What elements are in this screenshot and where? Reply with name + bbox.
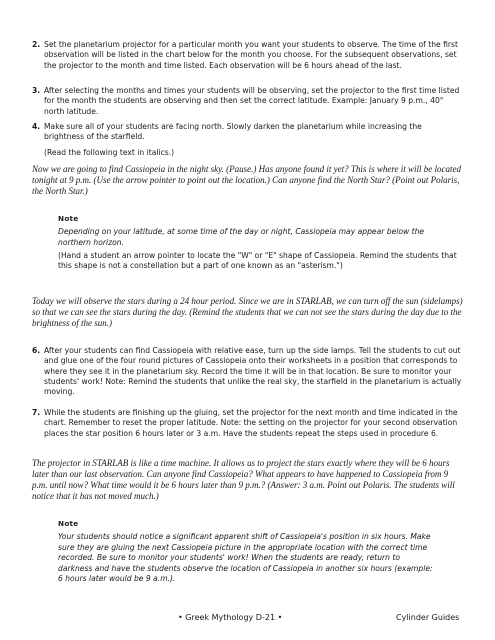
italic-script-2: Today we will observe the stars during a 24 hour period. Since we are in STARLAB, we can turn off the sun (sidelamps) so that we can see the stars during the day. (Remind the students that we can not see the stars during the day due to the brightness of the sun.): [32, 296, 463, 328]
step-text: After selecting the months and times your students will be observing, set the projector to the first time listed for the month the students are observing and then set the correct latitude. Example: January 9 p.m., 40° north latitude.: [44, 86, 460, 116]
italic-script-3: The projector in STARLAB is like a time machine. It allows us to project the stars exactly where they will be 6 hours later than our last observation. Can anyone find Cassiopeia? What appears to have happened to Cassiopeia from 9 p.m. until now? What time would it be 6 hours later than 9 p.m.? (Answer: 3 a.m. Point out Polaris. The students will notice that it has not moved much.): [32, 458, 455, 501]
hand-arrow-instruction: (Hand a student an arrow pointer to locate the "W" or "E" shape of Cassiopeia. Remind the students that this shape is not a constellation but a part of one known as an "asterism."): [58, 251, 457, 271]
step-4: [32, 122, 462, 143]
read-instruction: (Read the following text in italics.): [44, 148, 175, 157]
step-text: Set the planetarium projector for a particular month you want your students to observe. The time of the first observation will be listed in the chart below for the month you choose. For the subsequent observations, set the projector to the month and time listed. Each observation will be 6 hours ahead of the last.: [44, 40, 458, 70]
step-7: [32, 408, 462, 439]
step-text: While the students are finishing up the gluing, set the projector for the next month and time indicated in the chart. Remember to reset the proper latitude. Note: the setting on the projector for your second observation places the star position 6 hours later or 3 a.m. Have the students repeat the steps used in procedure 6.: [44, 408, 458, 438]
step-number: 4.: [32, 122, 41, 131]
note-1-heading: Note: [58, 214, 79, 223]
step-number: 7.: [32, 408, 41, 417]
footer-guide-label: Cylinder Guides: [396, 613, 460, 622]
step-text: After your students can find Cassiopeia with relative ease, turn up the side lamps. Tell the students to cut out and glue one of the four round pictures of Cassiopeia onto their worksheets in a position that corresponds to where they see it in the planetarium sky. Record the time it will be in that location. Be sure to monitor your students' work! Note: Remind the students that unlike the real sky, the starfield in the planetarium is actually moving.: [44, 346, 462, 397]
step-number: 2.: [32, 40, 41, 49]
step-text: Make sure all of your students are facing north. Slowly darken the planetarium while increasing the brightness of the starfield.: [44, 122, 422, 142]
note-2-body: Your students should notice a significant apparent shift of Cassiopeia's position in six hours. Make sure they are gluing the next Cassiopeia picture in the appropriate location with the correct time recorded. Be sure to monitor your students' work! When the students are ready, return to darkness and have the students observe the location of Cassiopeia in another six hours (example: 6 hours later would be 9 a.m.).: [58, 532, 433, 583]
step-2: [32, 40, 462, 71]
step-6: [32, 346, 462, 397]
italic-script-1: Now we are going to find Cassiopeia in the night sky. (Pause.) Has anyone found it yet? This is where it will be located tonight at 9 p.m. (Use the arrow pointer to point out the location.) Can anyone find the North Star? (Point out Polaris, the North Star.): [32, 164, 462, 196]
step-3: [32, 86, 462, 117]
note-2-heading: Note: [58, 519, 79, 528]
step-number: 3.: [32, 86, 41, 95]
note-1-body: Depending on your latitude, at some time of the day or night, Cassiopeia may appear below the northern horizon.: [58, 227, 425, 247]
step-number: 6.: [32, 346, 41, 355]
footer-page-label: • Greek Mythology D-21 •: [178, 613, 283, 622]
